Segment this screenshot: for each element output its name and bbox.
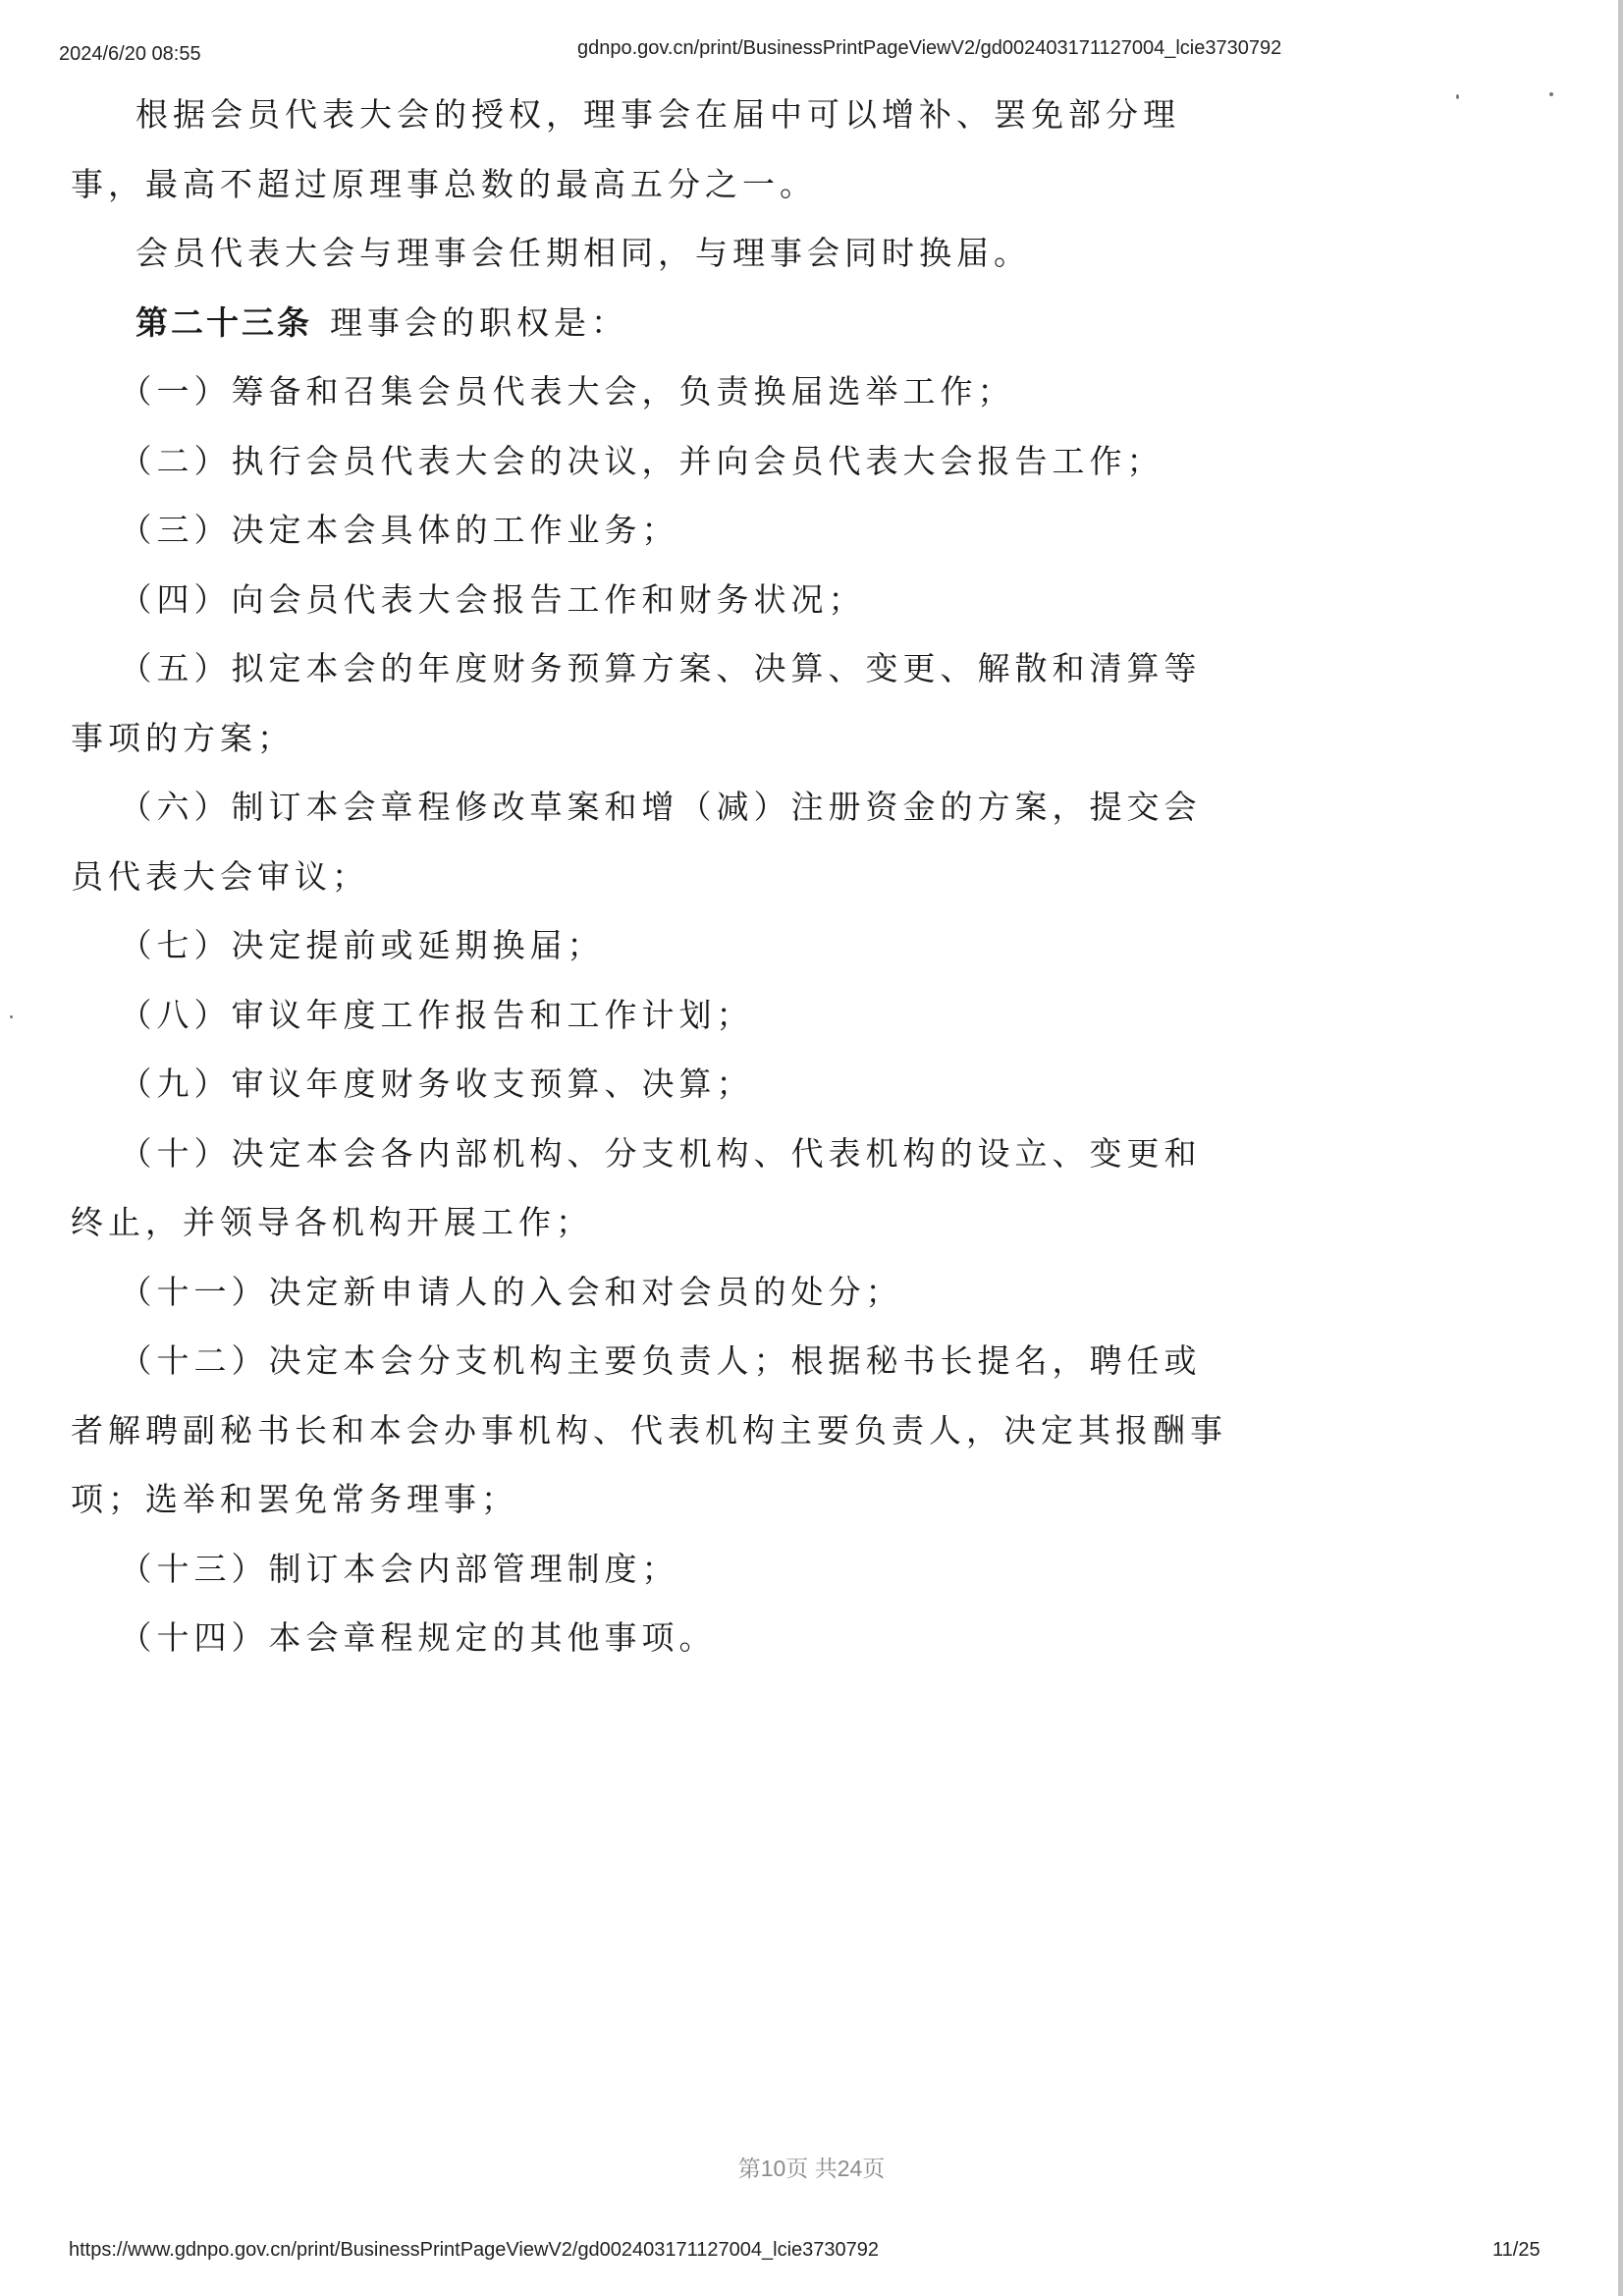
list-item: （八）审议年度工作报告和工作计划； [119, 995, 754, 1034]
list-item: （七）决定提前或延期换届； [119, 926, 605, 964]
list-item: （九）审议年度财务收支预算、决算； [119, 1065, 754, 1103]
list-item: （一）筹备和召集会员代表大会，负责换届选举工作； [119, 372, 1015, 410]
list-item: （十二）决定本会分支机构主要负责人；根据秘书长提名，聘任或者解聘副秘书长和本会办事机构、代表机构主要负责人，决定其报酬事项；选举和罢免常务理事； [71, 1341, 1227, 1518]
scan-speck [10, 1015, 13, 1018]
page-number-label: 第10页 共24页 [737, 2156, 886, 2181]
list-item: （十四）本会章程规定的其他事项。 [119, 1618, 717, 1657]
list-item: （四）向会员代表大会报告工作和财务状况； [119, 579, 866, 619]
print-footer-url: https://www.gdnpo.gov.cn/print/BusinessPrintPageViewV2/gd002403171127004_lcie3730792 [69, 2239, 880, 2261]
article-title: 理事会的职权是： [330, 302, 628, 342]
list-item: （五）拟定本会的年度财务预算方案、决算、变更、解散和清算等事项的方案； [71, 649, 1202, 757]
document-body [71, 81, 1234, 1673]
article-number: 第二十三条 [135, 302, 312, 342]
list-item: （六）制订本会章程修改草案和增（减）注册资金的方案，提交会员代表大会审议； [71, 788, 1202, 896]
list-item: （十）决定本会各内部机构、分支机构、代表机构的设立、变更和终止，并领导各机构开展工作； [71, 1133, 1202, 1241]
paragraph-term-of-office: 会员代表大会与理事会任期相同，与理事会同时换届。 [135, 234, 1031, 272]
list-item: （二）执行会员代表大会的决议，并向会员代表大会报告工作； [119, 441, 1164, 480]
scan-edge [1618, 0, 1623, 2296]
print-page-count: 11/25 [1492, 2239, 1541, 2261]
list-item: （十一）决定新申请人的入会和对会员的处分； [119, 1272, 903, 1311]
list-item: （三）决定本会具体的工作业务； [119, 511, 679, 549]
scan-speck [1456, 94, 1459, 99]
print-header-url: gdnpo.gov.cn/print/BusinessPrintPageViewV2/gd002403171127004_lcie3730792 [577, 37, 1282, 59]
paragraph-board-replacement: 根据会员代表大会的授权，理事会在届中可以增补、罢免部分理事，最高不超过原理事总数的最高五分之一。 [71, 95, 1180, 203]
print-datetime: 2024/6/20 08:55 [59, 43, 201, 65]
article-heading [71, 289, 1234, 358]
list-item: （十三）制订本会内部管理制度； [119, 1549, 679, 1588]
scan-speck [1549, 92, 1553, 96]
